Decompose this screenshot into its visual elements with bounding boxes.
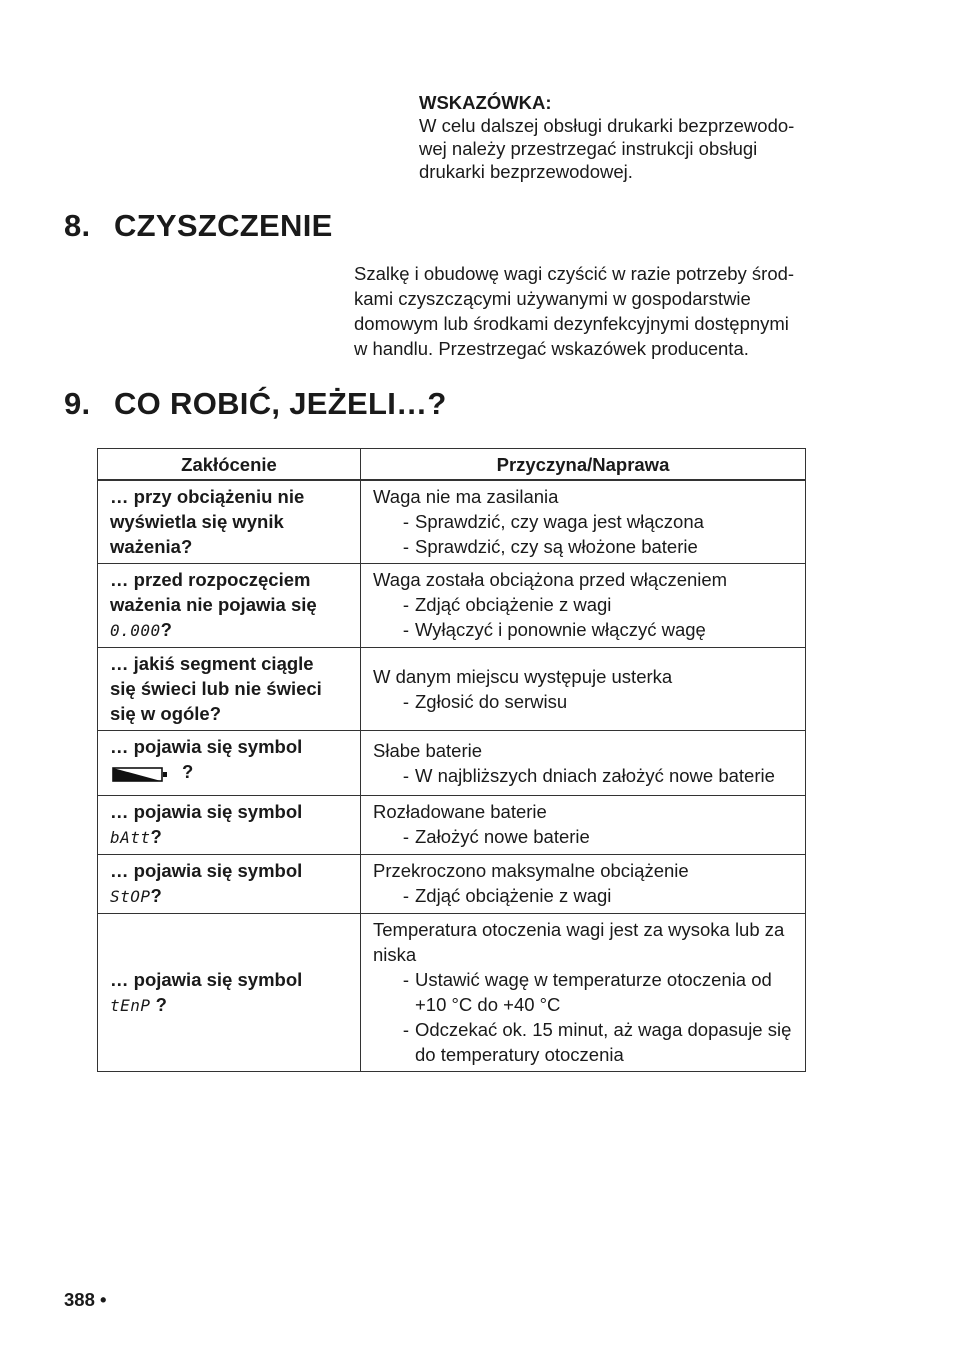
hint-title: WSKAZÓWKA: — [419, 92, 552, 113]
question-mark: ? — [155, 993, 167, 1015]
fault-line: … pojawia się symbol — [110, 860, 303, 881]
section-title: CZYSZCZENIE — [114, 208, 333, 243]
cause-text: Temperatura otoczenia wagi jest za wysoka lub za — [373, 919, 785, 940]
remedy-step: - Zdjąć obciążenie z wagi — [402, 594, 612, 615]
table-row — [98, 480, 806, 564]
cause-cell — [361, 855, 806, 914]
fault-line: … pojawia się symbol — [110, 736, 303, 757]
cause-text: Waga nie ma zasilania — [373, 486, 559, 507]
cleaning-paragraph — [354, 261, 834, 361]
troubleshooting-table — [97, 448, 806, 1072]
table-row — [98, 564, 806, 648]
lcd-symbol-temp: tEnP — [110, 995, 151, 1015]
question-mark: ? — [182, 761, 194, 782]
fault-cell — [98, 480, 361, 564]
cause-cell — [361, 648, 806, 731]
hint-line: wej należy przestrzegać instrukcji obsługi — [419, 138, 758, 159]
fault-line: … pojawia się symbol — [110, 801, 303, 822]
cause-cell — [361, 564, 806, 648]
section-number: 9. — [64, 386, 91, 421]
remedy-step: - Założyć nowe baterie — [402, 826, 590, 847]
remedy-step: - Wyłączyć i ponownie włączyć wagę — [402, 619, 706, 640]
fault-line: … jakiś segment ciągle — [110, 653, 314, 674]
hint-line: drukarki bezprzewodowej. — [419, 161, 633, 182]
cause-text: Przekroczono maksymalne obciążenie — [373, 860, 689, 881]
question-mark: ? — [160, 619, 172, 640]
cause-text: W danym miejscu występuje usterka — [373, 665, 673, 687]
table-row — [98, 731, 806, 796]
fault-cell — [98, 731, 361, 796]
remedy-step: - Ustawić wagę w temperaturze otoczenia od +10 °C do +40 °C — [402, 969, 772, 1015]
paragraph-line: Szalkę i obudowę wagi czyścić w razie potrzeby środ- — [354, 263, 795, 284]
cause-text: Słabe baterie — [373, 739, 483, 761]
cause-text: Waga została obciążona przed włączeniem — [373, 569, 728, 590]
section-title: CO ROBIĆ, JEŻELI…? — [114, 386, 447, 421]
fault-cell — [98, 855, 361, 914]
remedy-step: - Zdjąć obciążenie z wagi — [402, 885, 612, 906]
cause-cell — [361, 796, 806, 855]
paragraph-line: kami czyszczącymi używanymi w gospodarstwie — [354, 288, 751, 309]
paragraph-line: domowym lub środkami dezynfekcyjnymi dostępnymi — [354, 313, 789, 334]
section-heading-cleaning — [64, 208, 333, 244]
table-header-row — [98, 449, 806, 481]
fault-line: się w ogóle? — [110, 703, 222, 724]
question-mark: ? — [150, 885, 162, 906]
lcd-symbol-stop: StOP — [110, 887, 151, 906]
fault-cell — [98, 796, 361, 855]
cause-cell — [361, 914, 806, 1072]
fault-line: ważenia nie pojawia się — [110, 594, 317, 615]
remedy-step: - W najbliższych dniach założyć nowe baterie — [402, 764, 775, 786]
fault-line: ważenia? — [110, 536, 193, 557]
lcd-symbol-batt: bAtt — [110, 828, 151, 847]
battery-low-icon — [112, 767, 168, 782]
column-header-fault: Zakłócenie — [98, 449, 361, 481]
cause-cell — [361, 480, 806, 564]
remedy-step: - Sprawdzić, czy waga jest włączona — [402, 511, 704, 532]
cause-text: Rozładowane baterie — [373, 801, 547, 822]
remedy-step: - Odczekać ok. 15 minut, aż waga dopasuje się do temperatury otoczenia — [402, 1019, 792, 1065]
cause-text: niska — [373, 944, 417, 965]
cause-cell — [361, 731, 806, 796]
lcd-symbol-zero: 0.000 — [110, 621, 161, 640]
remedy-step: - Zgłosić do serwisu — [402, 690, 568, 712]
hint-line: W celu dalszej obsługi drukarki bezprzewodo- — [419, 115, 795, 136]
column-header-cause: Przyczyna/Naprawa — [361, 449, 806, 481]
fault-cell — [98, 914, 361, 1072]
table-row — [98, 648, 806, 731]
fault-line: się świeci lub nie świeci — [110, 678, 322, 699]
fault-line: wyświetla się wynik — [110, 511, 284, 532]
table-row — [98, 796, 806, 855]
fault-line: … przed rozpoczęciem — [110, 569, 311, 590]
hint-box — [419, 91, 839, 183]
section-number: 8. — [64, 208, 91, 243]
question-mark: ? — [150, 826, 162, 847]
paragraph-line: w handlu. Przestrzegać wskazówek producenta. — [354, 338, 749, 359]
fault-cell — [98, 648, 361, 731]
fault-line: … pojawia się symbol — [110, 968, 303, 990]
fault-cell — [98, 564, 361, 648]
fault-line: … przy obciążeniu nie — [110, 486, 305, 507]
remedy-step: - Sprawdzić, czy są włożone baterie — [402, 536, 698, 557]
section-heading-troubleshooting — [64, 386, 447, 422]
table-row — [98, 855, 806, 914]
page-number: 388 • — [64, 1289, 107, 1310]
table-row — [98, 914, 806, 1072]
